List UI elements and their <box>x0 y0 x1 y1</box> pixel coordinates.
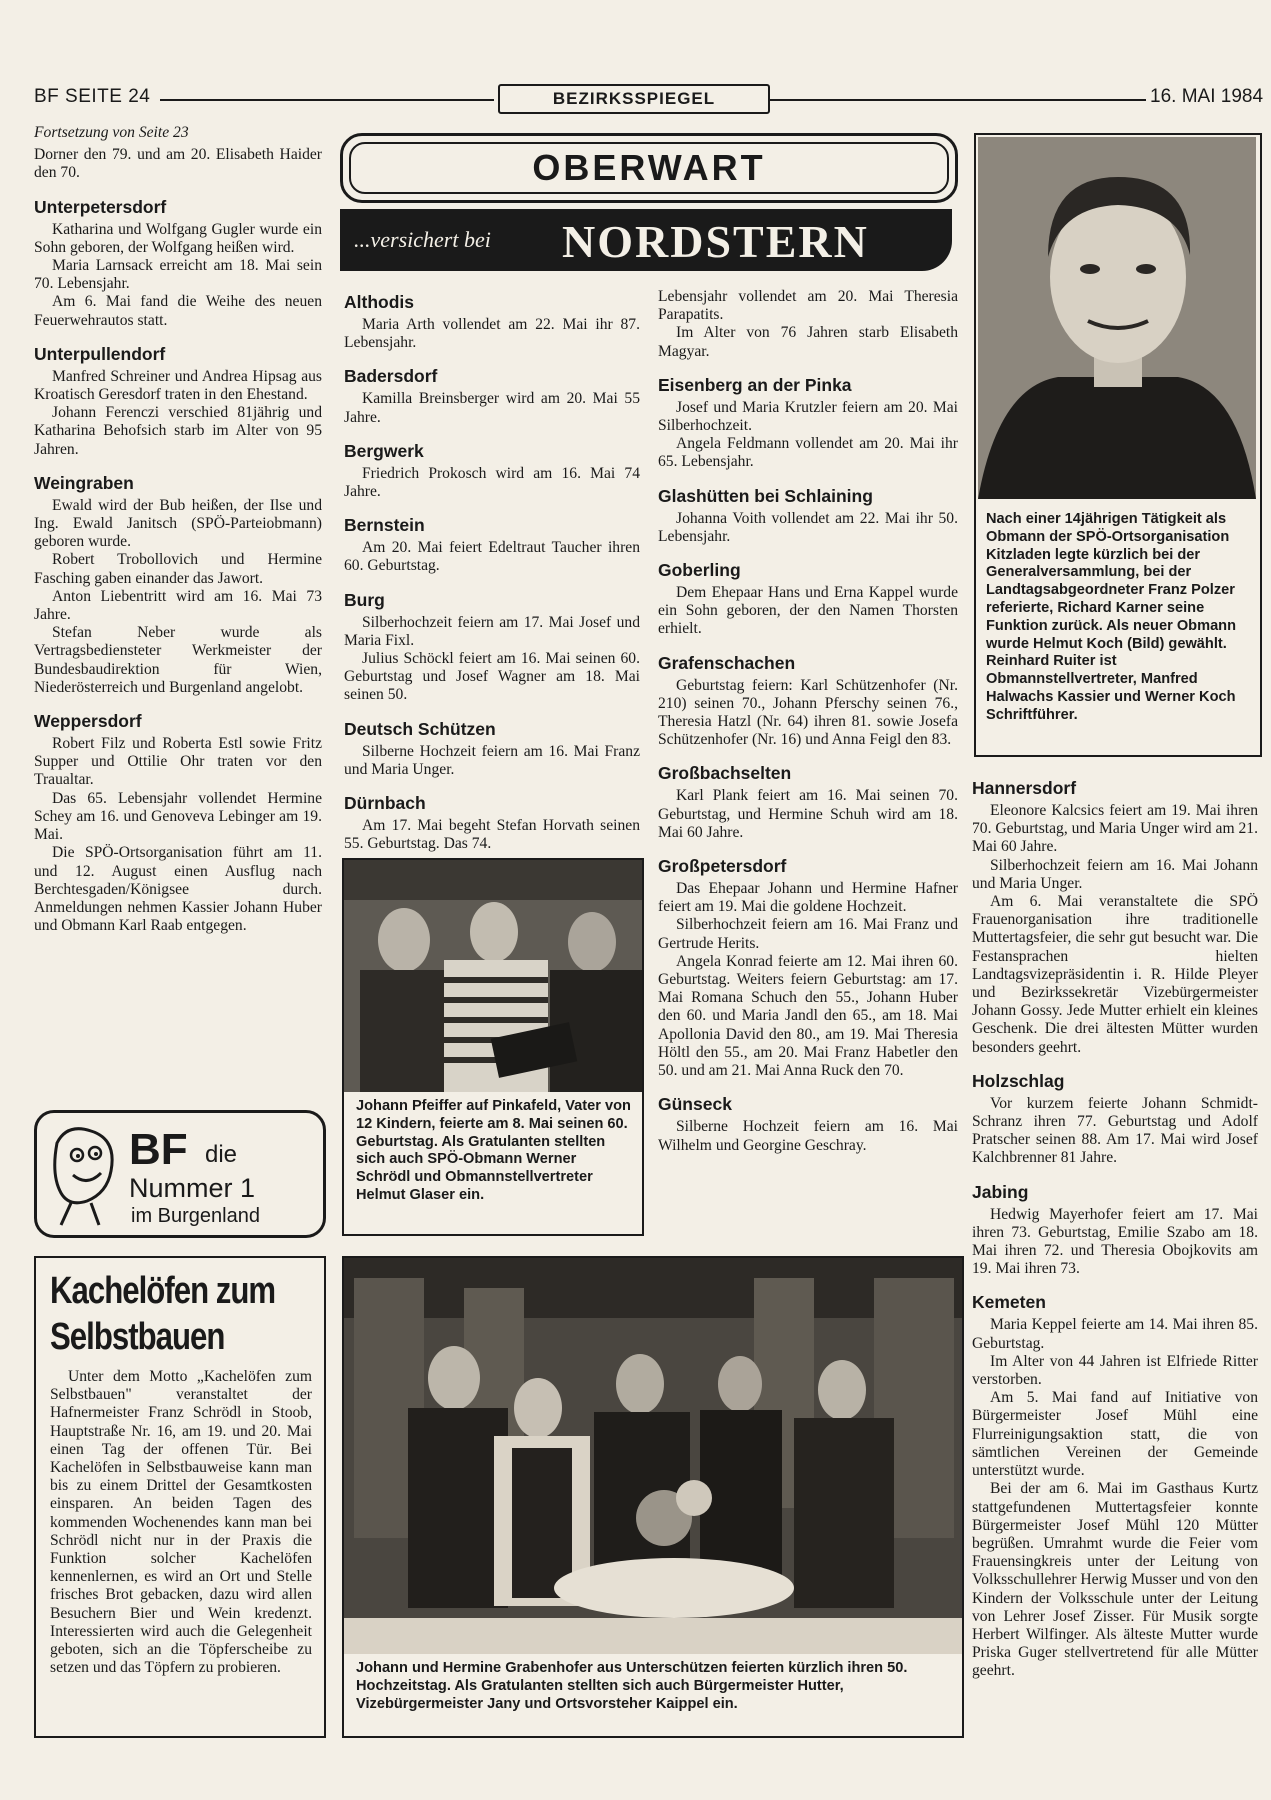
kachel-article <box>34 1256 326 1738</box>
news-paragraph: Im Alter von 44 Jahren ist Elfriede Ritter verstorben. <box>972 1352 1258 1389</box>
news-paragraph: Johanna Voith vollendet am 22. Mai ihr 50. Lebensjahr. <box>658 509 958 545</box>
kachel-paragraph: Unter dem Motto „Kachelöfen zum Selbstbauen" veranstaltet der Hafnermeister Franz Schrödl in Stoob, Hauptstraße Nr. 16, am 19. und 20. Mai einen Tag der offenen Tür. Bei Kachelöfen in Selbstbauweise kann man bis zu einem Drittel der Gesamtkosten einsparen. An beiden Tagen des kommenden Wochenendes kann man bei Schrödl nicht nur in der Praxis die Funktion solcher Kachelöfen kennenlernen, es wird an Ort und Stelle frisches Brot gebacken, dazu wird allen Besuchern Bier und Wein kredenzt. Interessierten wird auch die Gelegenheit geboten, sich an die Töpferscheibe zu setzen und das Töpfern zu probieren. <box>50 1368 312 1677</box>
town-heading: Holzschlag <box>972 1070 1065 1091</box>
news-paragraph: Angela Konrad feierte am 12. Mai ihren 60. Geburtstag. Weiters feiern Geburtstag: am 17. Mai Romana Schuch den 55., Johann Huber den 60. und Maria Jandl den 65., am 18. Mai Apollonia David den 80., am 19. Mai Theresia Höltl den 55., am 20. Mai Franz Habetler den 50. und am 21. Mai Anna Ruck den 70. <box>658 952 958 1080</box>
nordstern-logo: NORDSTERN <box>562 216 869 267</box>
news-paragraph: Im Alter von 76 Jahren starb Elisabeth Magyar. <box>658 324 958 360</box>
nordstern-slogan: ...versichert bei <box>354 227 491 252</box>
news-paragraph: Geburtstag feiern: Karl Schützenhofer (Nr. 210) seinen 70., Johann Pferschy seinen 76., Theresia Hatzl (Nr. 64) ihren 81. sowie Josefa Schützenhofer (Nr. 16) und Anna Feigl den 83. <box>658 676 958 749</box>
town-heading: Eisenberg an der Pinka <box>658 374 852 395</box>
town-heading: Hannersdorf <box>972 778 1077 798</box>
bf-logo: BF <box>129 1125 188 1174</box>
town-heading: Großbachselten <box>658 763 792 784</box>
town-heading: Glashütten bei Schlaining <box>658 485 873 506</box>
grabenhofer-photo-box <box>342 1256 964 1738</box>
news-paragraph: Am 6. Mai veranstaltete die SPÖ Frauenorganisation ihre traditionelle Muttertagsfeier, die sehr gut besucht war. Die Festansprachen hielten Landtagsvizepräsidentin i. R. Hilde Pleyer und Bezirkssekretär Vizebürgermeister Johann Gossy. Jede Mutter erhielt ein kleines Geschenk. Die drei ältesten Mütter wurden besonders geehrt. <box>972 893 1258 1056</box>
town-heading: Jabing <box>972 1181 1029 1202</box>
news-paragraph: Robert Filz und Roberta Estl sowie Fritz Supper und Ottilie Ohr traten vor den Traualtar. <box>34 735 322 789</box>
news-paragraph: Hedwig Mayerhofer feiert am 17. Mai ihren 73. Geburtstag, Emilie Szabo am 18. Mai ihren 72. und Theresia Obojkovits am 19. Mai ihren 73. <box>972 1205 1258 1278</box>
news-paragraph: Josef und Maria Krutzler feiern am 20. Mai Silberhochzeit. <box>658 398 958 435</box>
page-label: BF SEITE 24 <box>34 86 151 107</box>
town-heading: Goberling <box>658 560 741 581</box>
town-heading: Badersdorf <box>344 366 438 387</box>
news-paragraph: Silberne Hochzeit feiern am 16. Mai Franz und Maria Unger. <box>344 742 640 778</box>
town-heading: Althodis <box>344 292 414 312</box>
mascot-icon <box>47 1123 127 1227</box>
header-rule-right <box>770 99 1146 101</box>
news-paragraph: Ewald wird der Bub heißen, der Ilse und Ing. Ewald Janitsch (SPÖ-Parteiobmann) geboren wurde. <box>34 496 322 551</box>
pfeiffer-photo <box>344 860 642 1092</box>
portrait-caption: Nach einer 14jährigen Tätigkeit als Obmann der SPÖ-Ortsorganisation Kitzladen legte kürzlich bei der Generalversammlung, bei der Landtagsabgeordneter Franz Polzer referierte, Richard Karner seine Funktion zurück. Als neuer Obmann wurde Helmut Koch (Bild) gewählt. Reinhard Ruiter ist Obmannstellvertreter, Manfred Halwachs Kassier und Werner Koch Schriftführer. <box>986 511 1237 723</box>
news-paragraph: Johann Ferenczi verschied 81jährig und Katharina Behofsich starb im Alter von 95 Jahren. <box>34 404 322 458</box>
news-paragraph: Silberhochzeit feiern am 16. Mai Johann und Maria Unger. <box>972 856 1258 892</box>
kachel-body <box>50 1368 312 1677</box>
bf-nummer-text: Nummer 1 <box>129 1173 256 1203</box>
grabenhofer-caption: Johann und Hermine Grabenhofer aus Unterschützen feierten kürzlich ihren 50. Hochzeitstag. Als Gratulanten stellten sich auch Bürgermeister Hutter, Vizebürgermeister Jany und Ortsvorsteher Kaippel ein. <box>356 1660 908 1712</box>
news-paragraph: Stefan Neber wurde als Vertragsbediensteter Werkmeister der Bundesbaudirektion für Wien, Niederösterreich und Burgenland angelobt. <box>34 624 322 696</box>
news-paragraph: Eleonore Kalcsics feiert am 19. Mai ihren 70. Geburtstag, und Maria Unger wird am 21. Mai 60 Jahre. <box>972 802 1258 856</box>
grabenhofer-photo <box>344 1258 962 1654</box>
town-heading: Günseck <box>658 1094 732 1115</box>
town-heading: Unterpullendorf <box>34 343 166 364</box>
kachel-headline-line1: Kachelöfen zum <box>50 1270 276 1312</box>
bf-advert <box>34 1110 326 1238</box>
column-1 <box>34 124 322 935</box>
town-heading: Bernstein <box>344 515 425 536</box>
news-paragraph: Das Ehepaar Johann und Hermine Hafner feiert am 19. Mai die goldene Hochzeit. <box>658 880 958 916</box>
town-heading: Grafenschachen <box>658 652 796 673</box>
news-paragraph: Angela Feldmann vollendet am 20. Mai ihr 65. Lebensjahr. <box>658 435 958 471</box>
news-paragraph: Maria Arth vollendet am 22. Mai ihr 87. Lebensjahr. <box>344 316 640 352</box>
issue-date: 16. MAI 1984 <box>1150 86 1264 107</box>
news-paragraph: Silberhochzeit feiern am 16. Mai Franz und Gertrude Herits. <box>658 916 958 952</box>
news-paragraph: Friedrich Prokosch wird am 16. Mai 74 Jahre. <box>344 464 640 501</box>
news-paragraph: Julius Schöckl feiert am 16. Mai seinen 60. Geburtstag und Josef Wagner am 18. Mai seinen 50. <box>344 650 640 704</box>
oberwart-banner <box>340 133 958 203</box>
news-paragraph: Karl Plank feiert am 16. Mai seinen 70. Geburtstag, und Hermine Schuh wird am 18. Mai 60 Jahre. <box>658 787 958 841</box>
news-paragraph: Silberne Hochzeit feiern am 16. Mai Wilhelm und Georgine Geschray. <box>658 1118 958 1154</box>
pfeiffer-photo-box <box>342 858 644 1236</box>
koch-portrait <box>978 137 1256 499</box>
column-4 <box>972 774 1258 1681</box>
town-heading: Großpetersdorf <box>658 856 787 877</box>
bf-die-text: die <box>205 1141 238 1168</box>
town-heading: Weppersdorf <box>34 711 142 732</box>
column-3 <box>658 288 958 1155</box>
continuation-note: Fortsetzung von Seite 23 <box>34 124 189 141</box>
news-paragraph: Die SPÖ-Ortsorganisation führt am 11. und 12. August einen Ausflug nach Berchtesgaden/Königsee durch. Anmeldungen nehmen Kassier Johann Huber und Obmann Karl Raab entgegen. <box>34 844 322 935</box>
news-paragraph: Dem Ehepaar Hans und Erna Kappel wurde ein Sohn geboren, der den Namen Thorsten erhielt. <box>658 584 958 638</box>
column-2 <box>344 288 640 853</box>
town-heading: Kemeten <box>972 1292 1046 1313</box>
news-paragraph: Vor kurzem feierte Johann Schmidt-Schranz ihren 77. Geburtstag und Adolf Pratscher seinen 88. Am 17. Mai wird Josef Kalchbrenner 81 Jahre. <box>972 1094 1258 1167</box>
news-paragraph: Bei der am 6. Mai im Gasthaus Kurtz stattgefundenen Muttertagsfeier konnte Bürgermeister Josef Mühl 120 Mütter begrüßen. Umrahmt wurde die Feier vom Frauensingkreis unter der Leitung von Volksschullehrer Herwig Musser und von den Kindern der Volksschule unter der Leitung von Lehrer Josef Zisser. Für Musik sorgte Herbert Wilfinger. Als älteste Mutter wurde Priska Guger stellvertretend für alle Mütter geehrt. <box>972 1480 1258 1680</box>
bf-region-text: im Burgenland <box>131 1205 260 1227</box>
news-paragraph: Maria Larnsack erreicht am 18. Mai sein 70. Lebensjahr. <box>34 257 322 293</box>
section-title: BEZIRKSSPIEGEL <box>498 84 770 114</box>
pfeiffer-caption: Johann Pfeiffer auf Pinkafeld, Vater von 12 Kindern, feierte am 8. Mai seinen 60. Geburtstag. Als Gratulanten stellten sich auch SPÖ-Obmann Werner Schrödl und Obmannstellvertreter Helmut Glaser ein. <box>356 1098 631 1203</box>
town-heading: Burg <box>344 589 385 610</box>
news-paragraph: Am 6. Mai fand die Weihe des neuen Feuerwehrautos statt. <box>34 293 322 329</box>
news-paragraph: Lebensjahr vollendet am 20. Mai Theresia Parapatits. <box>658 288 958 324</box>
news-paragraph: Am 20. Mai feiert Edeltraut Taucher ihren 60. Geburtstag. <box>344 539 640 575</box>
news-paragraph: Das 65. Lebensjahr vollendet Hermine Schey am 16. und Genoveva Lebinger am 19. Mai. <box>34 789 322 844</box>
news-paragraph: Anton Liebentritt wird am 16. Mai 73 Jahre. <box>34 587 322 624</box>
news-paragraph: Manfred Schreiner und Andrea Hipsag aus Kroatisch Geresdorf traten in den Ehestand. <box>34 367 322 404</box>
kachel-headline <box>50 1268 276 1360</box>
kachel-headline-line2: Selbstbauen <box>50 1316 225 1358</box>
news-paragraph: Am 17. Mai begeht Stefan Horvath seinen 55. Geburtstag. Das 74. <box>344 817 640 853</box>
header-rule-left <box>160 99 494 101</box>
news-paragraph: Silberhochzeit feiern am 17. Mai Josef und Maria Fixl. <box>344 613 640 649</box>
news-paragraph: Dorner den 79. und am 20. Elisabeth Haider den 70. <box>34 146 322 182</box>
news-paragraph: Kamilla Breinsberger wird am 20. Mai 55 Jahre. <box>344 390 640 426</box>
news-paragraph: Am 5. Mai fand auf Initiative von Bürgermeister Josef Mühl eine Flurreinigungsaktion statt, die von sämtlichen Vereinen der Gemeinde unterstützt wurde. <box>972 1389 1258 1480</box>
nordstern-banner <box>340 209 952 271</box>
news-paragraph: Robert Trobollovich und Hermine Fasching gaben einander das Jawort. <box>34 551 322 587</box>
portrait-box <box>974 133 1262 757</box>
news-paragraph: Maria Keppel feierte am 14. Mai ihren 85. Geburtstag. <box>972 1316 1258 1352</box>
town-heading: Weingraben <box>34 472 134 493</box>
oberwart-title: OBERWART <box>349 142 949 194</box>
news-paragraph: Katharina und Wolfgang Gugler wurde ein Sohn geboren, der Wolfgang heißen wird. <box>34 220 322 256</box>
town-heading: Dürnbach <box>344 793 426 814</box>
town-heading: Bergwerk <box>344 440 424 461</box>
town-heading: Deutsch Schützen <box>344 718 496 739</box>
town-heading: Unterpetersdorf <box>34 196 167 217</box>
